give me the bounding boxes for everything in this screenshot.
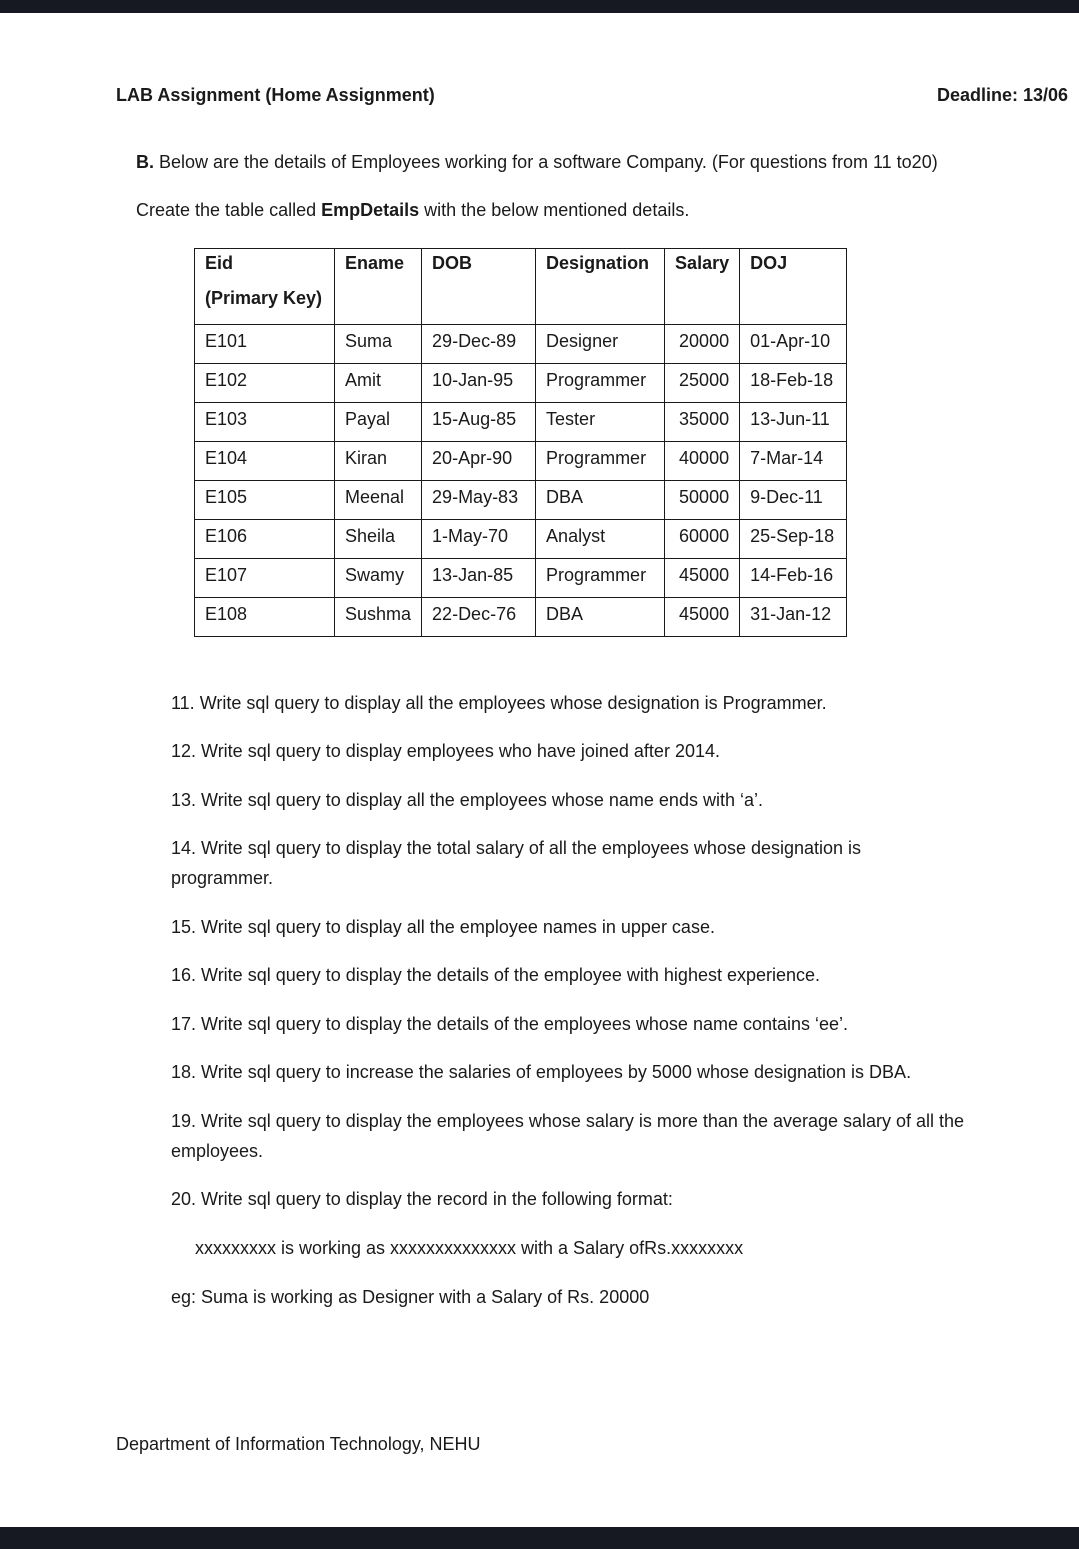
cell-designation: DBA — [536, 481, 665, 520]
cell-dob: 13-Jan-85 — [422, 559, 536, 598]
col-header-dob: DOB — [422, 249, 536, 325]
question-14: 14. Write sql query to display the total salary of all the employees whose designation is programmer. — [171, 838, 862, 888]
format-template: xxxxxxxxx is working as xxxxxxxxxxxxxx with a Salary ofRs.xxxxxxxx — [195, 1238, 744, 1258]
cell-eid: E104 — [195, 442, 335, 481]
table-header-row — [195, 249, 847, 325]
cell-ename: Amit — [335, 364, 422, 403]
table-row — [195, 325, 847, 364]
cell-salary: 60000 — [665, 520, 740, 559]
cell-doj: 31-Jan-12 — [740, 598, 847, 637]
cell-eid: E106 — [195, 520, 335, 559]
cell-doj: 18-Feb-18 — [740, 364, 847, 403]
question-11: 11. Write sql query to display all the employees whose designation is Programmer. — [171, 693, 827, 713]
cell-eid: E105 — [195, 481, 335, 520]
table-row — [195, 364, 847, 403]
col-header-doj: DOJ — [740, 249, 847, 325]
cell-designation: Designer — [536, 325, 665, 364]
question-20: 20. Write sql query to display the record in the following format: — [171, 1189, 673, 1209]
question-17: 17. Write sql query to display the details of the employees whose name contains ‘ee’. — [171, 1014, 849, 1034]
cell-designation: DBA — [536, 598, 665, 637]
question-12: 12. Write sql query to display employees who have joined after 2014. — [171, 741, 720, 761]
col-header-eid: Eid (Primary Key) — [195, 249, 335, 325]
cell-doj: 13-Jun-11 — [740, 403, 847, 442]
cell-designation: Analyst — [536, 520, 665, 559]
question-19: 19. Write sql query to display the employees whose salary is more than the average salary of all the employees. — [171, 1111, 965, 1161]
cell-eid: E107 — [195, 559, 335, 598]
cell-salary: 35000 — [665, 403, 740, 442]
table-row — [195, 442, 847, 481]
cell-salary: 25000 — [665, 364, 740, 403]
cell-designation: Programmer — [536, 364, 665, 403]
cell-doj: 25-Sep-18 — [740, 520, 847, 559]
question-15: 15. Write sql query to display all the employee names in upper case. — [171, 917, 715, 937]
create-prefix: Create the table called — [136, 200, 322, 220]
table-name: EmpDetails — [321, 200, 420, 220]
cell-salary: 45000 — [665, 559, 740, 598]
cell-ename: Sushma — [335, 598, 422, 637]
cell-ename: Sheila — [335, 520, 422, 559]
cell-designation: Programmer — [536, 559, 665, 598]
cell-dob: 29-Dec-89 — [422, 325, 536, 364]
col-header-ename: Ename — [335, 249, 422, 325]
question-18: 18. Write sql query to increase the salaries of employees by 5000 whose designation is DBA. — [171, 1062, 912, 1082]
cell-dob: 1-May-70 — [422, 520, 536, 559]
create-table-instruction — [136, 200, 689, 221]
cell-eid: E108 — [195, 598, 335, 637]
question-13: 13. Write sql query to display all the employees whose name ends with ‘a’. — [171, 790, 763, 810]
department-footer: Department of Information Technology, NEHU — [116, 1434, 481, 1454]
table-row — [195, 520, 847, 559]
cell-dob: 20-Apr-90 — [422, 442, 536, 481]
cell-eid: E102 — [195, 364, 335, 403]
cell-eid: E101 — [195, 325, 335, 364]
cell-salary: 40000 — [665, 442, 740, 481]
top-dark-bar — [0, 0, 1079, 13]
table-row — [195, 598, 847, 637]
deadline: Deadline: 13/06 — [937, 85, 1069, 105]
cell-doj: 7-Mar-14 — [740, 442, 847, 481]
cell-doj: 9-Dec-11 — [740, 481, 847, 520]
cell-salary: 45000 — [665, 598, 740, 637]
cell-dob: 22-Dec-76 — [422, 598, 536, 637]
cell-ename: Meenal — [335, 481, 422, 520]
question-16: 16. Write sql query to display the details of the employee with highest experience. — [171, 965, 821, 985]
cell-designation: Programmer — [536, 442, 665, 481]
section-text: Below are the details of Employees working for a software Company. (For questions from 11 to20) — [154, 152, 938, 172]
section-label: B. — [136, 152, 154, 172]
table-row — [195, 403, 847, 442]
assignment-title: LAB Assignment (Home Assignment) — [116, 85, 435, 105]
cell-dob: 15-Aug-85 — [422, 403, 536, 442]
cell-doj: 14-Feb-16 — [740, 559, 847, 598]
format-example: eg: Suma is working as Designer with a Salary of Rs. 20000 — [171, 1287, 650, 1307]
cell-ename: Payal — [335, 403, 422, 442]
cell-doj: 01-Apr-10 — [740, 325, 847, 364]
cell-dob: 10-Jan-95 — [422, 364, 536, 403]
cell-salary: 20000 — [665, 325, 740, 364]
cell-designation: Tester — [536, 403, 665, 442]
create-suffix: with the below mentioned details. — [419, 200, 690, 220]
col-header-designation: Designation — [536, 249, 665, 325]
table-row — [195, 559, 847, 598]
cell-ename: Swamy — [335, 559, 422, 598]
section-b-intro — [136, 152, 938, 173]
table-row — [195, 481, 847, 520]
primary-key-note: (Primary Key) — [205, 288, 323, 308]
cell-ename: Kiran — [335, 442, 422, 481]
cell-dob: 29-May-83 — [422, 481, 536, 520]
col-header-salary: Salary — [665, 249, 740, 325]
cell-eid: E103 — [195, 403, 335, 442]
cell-salary: 50000 — [665, 481, 740, 520]
cell-ename: Suma — [335, 325, 422, 364]
bottom-dark-bar — [0, 1527, 1079, 1549]
emp-details-table — [194, 248, 847, 637]
